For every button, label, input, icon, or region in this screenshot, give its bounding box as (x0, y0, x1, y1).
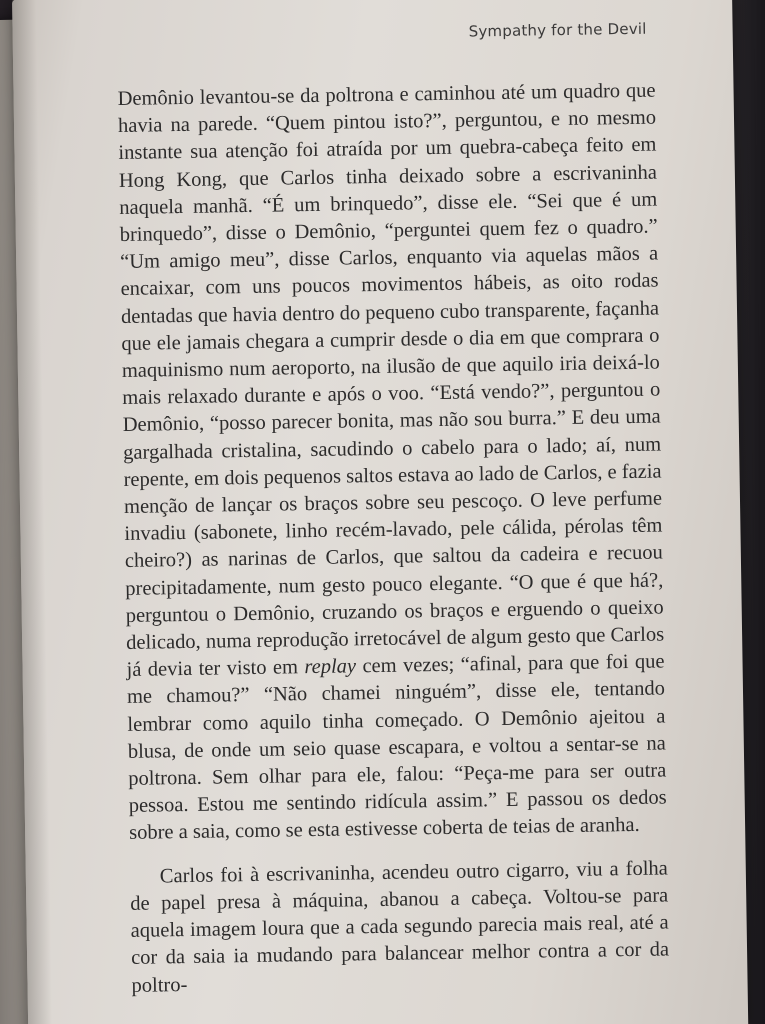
paragraph-2 (130, 855, 670, 999)
body-text (117, 78, 669, 1000)
paragraph-1-text: Demônio levantou-se da poltrona e caminhou até um quadro que havia na parede. “Quem pintou isto?”, perguntou, e no mesmo instante sua atenção foi atraída por um quebra-cabeça feito em Hong Kong, que Carlos tinha deixado sobre a escrivaninha naquela manhã. “É um brinquedo”, disse ele. “Sei que é um brinquedo”, disse o Demônio, “perguntei quem fez o quadro.” “Um amigo meu”, disse Carlos, enquanto via aquelas mãos a encaixar, com uns poucos movimentos hábeis, as oito rodas dentadas que havia dentro do pequeno cubo transparente, façanha que ele jamais chegara a cumprir desde o dia em que comprara o maquinismo num aeroporto, na ilusão de que aquilo iria deixá-lo mais relaxado durante e após o voo. “Está vendo?”, perguntou o Demônio, “posso parecer bonita, mas não sou burra.” E deu uma gargalhada cristalina, sacudindo o cabelo para o lado; aí, num repente, em dois pequenos saltos estava ao lado de Carlos, e fazia menção de lançar os braços sobre seu pescoço. O leve perfume invadiu (sabonete, linho recém-lavado, pele cálida, pérolas têm cheiro?) as narinas de Carlos, que saltou da cadeira e recuou precipitadamente, num gesto pouco elegante. “O que é que há?, perguntou o Demônio, cruzando os braços e erguendo o queixo delicado, numa reprodução irretocável de algum gesto que Carlos já devia ter visto em (117, 79, 665, 682)
paragraph-1-text-continued: cem vezes; “afinal, para que foi que me chamou?” “Não chamei ninguém”, disse ele, tentando lembrar como aquilo tinha começado. O Demônio ajeitou a blusa, de onde um seio quase escapara, e voltou a sentar-se na poltrona. Sem olhar para ele, falou: “Peça-me para ser outra pessoa. Estou me sentindo ridícula assim.” E passou os dedos sobre a saia, como se esta estivesse coberta de teias de aranha. (126, 650, 667, 845)
running-head: Sympathy for the Devil (468, 19, 647, 41)
paragraph-2-text: Carlos foi à escrivaninha, acendeu outro cigarro, viu a folha de papel presa à máquina, abanou a cabeça. Voltou-se para aquela imagem loura que a cada segundo parecia mais real, até a cor da saia ia mudando para balancear melhor contra a cor da poltro- (130, 857, 670, 997)
paragraph-1-italic-word: replay (304, 655, 357, 679)
paragraph-1 (117, 78, 667, 848)
book-page (12, 0, 748, 1024)
